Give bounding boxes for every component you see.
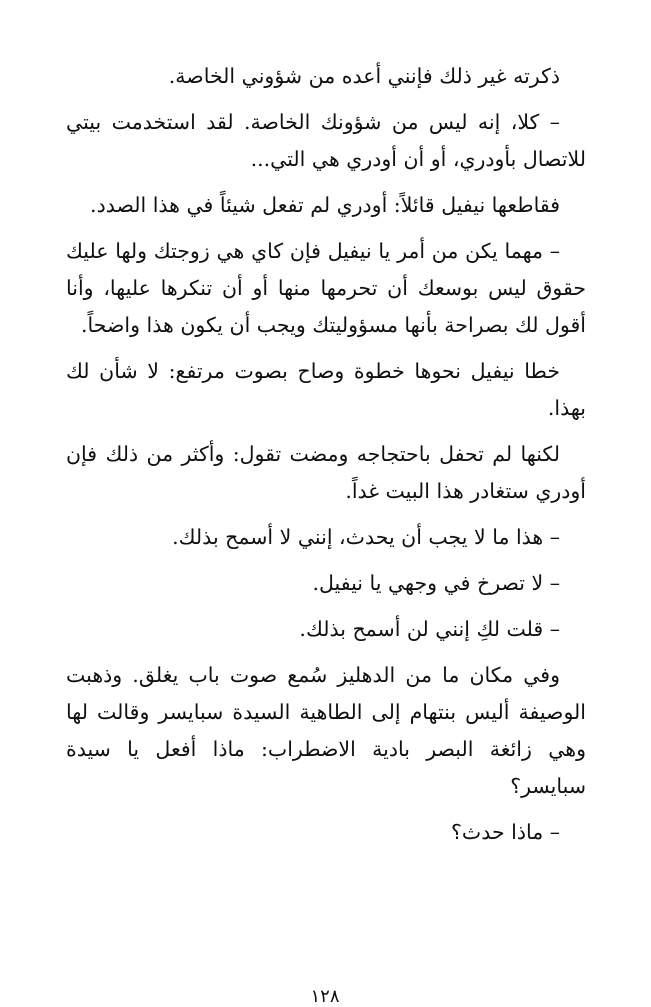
book-page-text xyxy=(66,58,586,860)
paragraph-11: – ماذا حدث؟ xyxy=(451,820,560,844)
paragraph-4: – مهما يكن من أمر يا نيفيل فإن كاي هي زوجتك ولها عليك حقوق ليس بوسعك أن تحرمها منها أو أن تنكرها عليها، وأنا أقول لك بصراحة بأنها مسؤوليتك ويجب أن يكون هذا واضحاً. xyxy=(66,239,586,337)
paragraph-2: – كلا، إنه ليس من شؤونك الخاصة. لقد استخدمت بيتي للاتصال بأودري، أو أن أودري هي التي... xyxy=(66,110,586,171)
paragraph-3: فقاطعها نيفيل قائلاً: أودري لم تفعل شيئاً في هذا الصدد. xyxy=(90,193,560,217)
paragraph-9: – قلت لكِ إنني لن أسمح بذلك. xyxy=(299,617,560,641)
paragraph-6: لكنها لم تحفل باحتجاجه ومضت تقول: وأكثر من ذلك فإن أودري ستغادر هذا البيت غداً. xyxy=(66,442,586,503)
paragraph-10: وفي مكان ما من الدهليز سُمع صوت باب يغلق. وذهبت الوصيفة أليس بنتهام إلى الطاهية السيدة سبايسر وقالت لها وهي زائغة البصر بادية الاضطراب: ماذا أفعل يا سيدة سبايسر؟ xyxy=(66,663,586,798)
paragraph-7: – هذا ما لا يجب أن يحدث، إنني لا أسمح بذلك. xyxy=(172,525,560,549)
paragraph-8: – لا تصرخ في وجهي يا نيفيل. xyxy=(312,571,560,595)
paragraph-5: خطا نيفيل نحوها خطوة وصاح بصوت مرتفع: لا شأن لك بهذا. xyxy=(66,359,586,420)
paragraph-1: ذكرته غير ذلك فإنني أعده من شؤوني الخاصة. xyxy=(168,64,560,88)
page-number: ١٢٨ xyxy=(310,986,340,1007)
